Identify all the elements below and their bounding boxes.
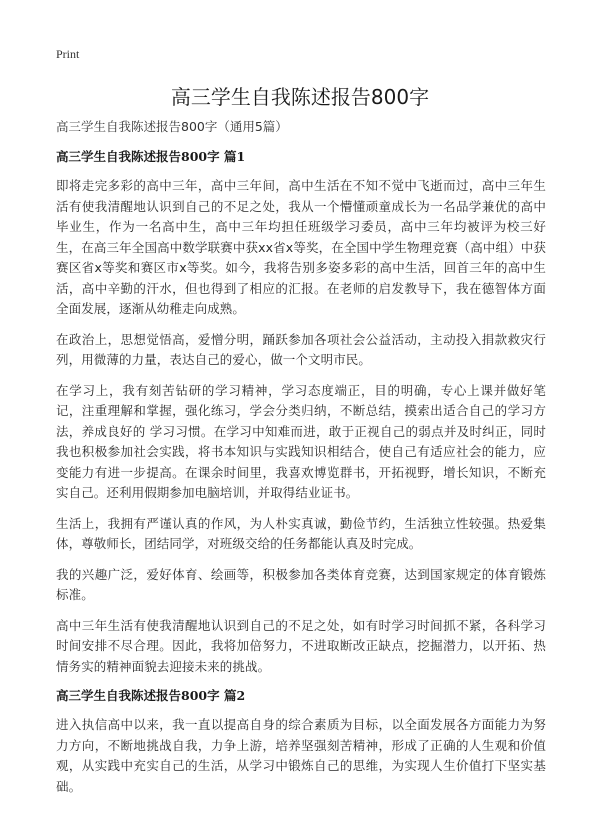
print-link[interactable]: Print	[56, 47, 80, 61]
paragraph: 在学习上，我有刻苦钻研的学习精神，学习态度端正，目的明确，专心上课并做好笔记，注重理解和掌握，强化练习，学会分类归纳，不断总结，摸索出适合自己的学习方法，养成良好的 学习习惯。在学习中知难而进，敢于正视自己的弱点并及时纠正，同时我也积极参加社会实践，将书本知识与实践知识相结合，使自己有适应社会的能力，应变能力有进一步提高。在课余时间里，我喜欢博览群书，开拓视野，增长知识，不断充实自己。还利用假期参加电脑培训，并取得结业证书。	[56, 382, 546, 500]
paragraph: 在政治上，思想觉悟高，爱憎分明，踊跃参加各项社会公益活动，主动投入捐款救灾行列，用微薄的力量，表达自己的爱心，做一个文明市民。	[56, 331, 546, 367]
paragraph: 即将走完多彩的高中三年，高中三年间，高中生活在不知不觉中飞逝而过，高中三年生活有使我清醒地认识到自己的不足之处，我从一个懵懂顽童成长为一名品学兼优的高中毕业生，作为一名高中生，高中三年均担任班级学习委员，高中三年均被评为校三好生，在高三年全国高中数学联赛中获xx省x等奖，在全国中学生物理竞赛（高中组）中获赛区省x等奖和赛区市x等奖。如今，我将告别多姿多彩的高中生活，回首三年的高中生活，高中辛勤的汗水，但也得到了相应的汇报。在老师的启发教导下，我在德智体方面全面发展，逐渐从幼稚走向成熟。	[56, 178, 546, 316]
document-subtitle: 高三学生自我陈述报告800字（通用5篇）	[56, 119, 288, 134]
paragraph: 生活上，我拥有严谨认真的作风，为人朴实真诚，勤俭节约，生活独立性较强。热爱集体，尊敬师长，团结同学，对班级交给的任务都能认真及时完成。	[56, 515, 546, 551]
paragraph: 进入执信高中以来，我一直以提高自身的综合素质为目标，以全面发展各方面能力为努力方向，不断地挑战自我，力争上游，培养坚强刻苦精神，形成了正确的人生观和价值观，从实践中充实自己的生活，从学习中锻炼自己的思维，为实现人生价值打下坚实基础。	[56, 717, 546, 794]
document-body	[56, 118, 546, 807]
paragraph: 高中三年生活有使我清醒地认识到自己的不足之处，如有时学习时间抓不紧，各科学习时间安排不尽合理。因此，我将加倍努力，不进取断改正缺点，挖掘潜力，以开拓、热情务实的精神面貌去迎接未来的挑战。	[56, 617, 546, 674]
section-heading: 高三学生自我陈述报告800字 篇1	[56, 149, 246, 164]
section-heading: 高三学生自我陈述报告800字 篇2	[56, 688, 246, 703]
section-2	[56, 687, 546, 797]
section-1	[56, 148, 546, 677]
page-title: 高三学生自我陈述报告800字	[170, 85, 430, 109]
paragraph: 我的兴趣广泛，爱好体育、绘画等，积极参加各类体育竞赛，达到国家规定的体育锻炼标准。	[56, 566, 546, 602]
